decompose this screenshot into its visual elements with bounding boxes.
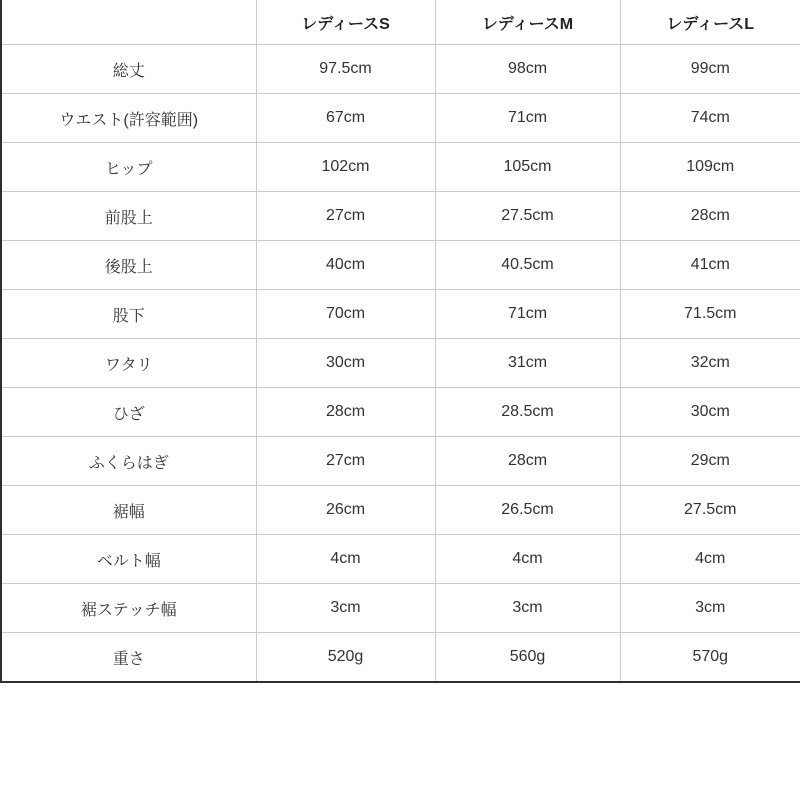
row-label: ウエスト(許容範囲) — [1, 94, 256, 143]
value-cell: 570g — [620, 633, 800, 683]
header-cell-size: レディースM — [435, 0, 620, 45]
table-body — [1, 45, 800, 683]
row-label: 股下 — [1, 290, 256, 339]
table-row — [1, 633, 800, 683]
table-row — [1, 437, 800, 486]
table-row — [1, 290, 800, 339]
value-cell: 29cm — [620, 437, 800, 486]
value-cell: 28cm — [620, 192, 800, 241]
row-label: ベルト幅 — [1, 535, 256, 584]
value-cell: 520g — [256, 633, 435, 683]
value-cell: 32cm — [620, 339, 800, 388]
table-row — [1, 339, 800, 388]
row-label: ひざ — [1, 388, 256, 437]
value-cell: 70cm — [256, 290, 435, 339]
value-cell: 27cm — [256, 437, 435, 486]
value-cell: 3cm — [256, 584, 435, 633]
value-cell: 30cm — [620, 388, 800, 437]
value-cell: 28.5cm — [435, 388, 620, 437]
row-label: 総丈 — [1, 45, 256, 94]
value-cell: 97.5cm — [256, 45, 435, 94]
value-cell: 74cm — [620, 94, 800, 143]
value-cell: 28cm — [435, 437, 620, 486]
value-cell: 4cm — [435, 535, 620, 584]
row-label: ワタリ — [1, 339, 256, 388]
table-row — [1, 535, 800, 584]
row-label: ヒップ — [1, 143, 256, 192]
header-cell-empty — [1, 0, 256, 45]
table-row — [1, 192, 800, 241]
row-label: ふくらはぎ — [1, 437, 256, 486]
row-label: 後股上 — [1, 241, 256, 290]
value-cell: 40.5cm — [435, 241, 620, 290]
table-row — [1, 241, 800, 290]
value-cell: 41cm — [620, 241, 800, 290]
table-row — [1, 388, 800, 437]
header-cell-size: レディースS — [256, 0, 435, 45]
table-row — [1, 45, 800, 94]
value-cell: 26cm — [256, 486, 435, 535]
row-label: 重さ — [1, 633, 256, 683]
value-cell: 105cm — [435, 143, 620, 192]
value-cell: 27.5cm — [620, 486, 800, 535]
header-cell-size: レディースL — [620, 0, 800, 45]
table-row — [1, 94, 800, 143]
value-cell: 4cm — [620, 535, 800, 584]
value-cell: 71cm — [435, 290, 620, 339]
table-row — [1, 584, 800, 633]
value-cell: 71cm — [435, 94, 620, 143]
value-cell: 26.5cm — [435, 486, 620, 535]
row-label: 裾ステッチ幅 — [1, 584, 256, 633]
value-cell: 102cm — [256, 143, 435, 192]
value-cell: 71.5cm — [620, 290, 800, 339]
value-cell: 40cm — [256, 241, 435, 290]
header-row — [1, 0, 800, 45]
table-row — [1, 143, 800, 192]
value-cell: 31cm — [435, 339, 620, 388]
value-cell: 4cm — [256, 535, 435, 584]
value-cell: 67cm — [256, 94, 435, 143]
value-cell: 109cm — [620, 143, 800, 192]
value-cell: 30cm — [256, 339, 435, 388]
value-cell: 99cm — [620, 45, 800, 94]
row-label: 裾幅 — [1, 486, 256, 535]
value-cell: 3cm — [435, 584, 620, 633]
table-row — [1, 486, 800, 535]
value-cell: 3cm — [620, 584, 800, 633]
value-cell: 27cm — [256, 192, 435, 241]
value-cell: 560g — [435, 633, 620, 683]
value-cell: 98cm — [435, 45, 620, 94]
value-cell: 27.5cm — [435, 192, 620, 241]
row-label: 前股上 — [1, 192, 256, 241]
value-cell: 28cm — [256, 388, 435, 437]
